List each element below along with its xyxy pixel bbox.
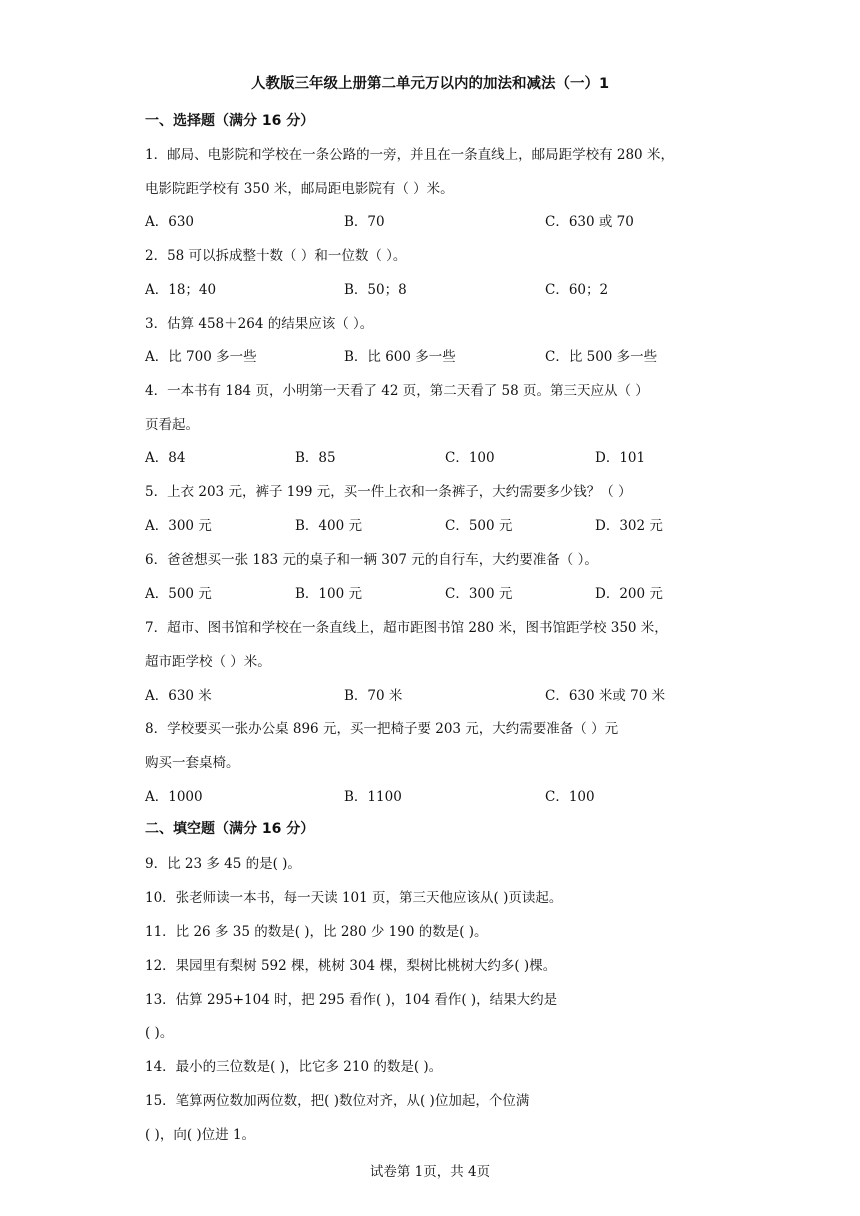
question-1-line-2: 电影院距学校有 350 米，邮局距电影院有（ ）米。 bbox=[145, 181, 454, 197]
question-5-option-a: A．300 元 bbox=[145, 518, 212, 534]
question-3-option-b: B．比 600 多一些 bbox=[344, 349, 456, 365]
question-6-option-d: D．200 元 bbox=[595, 586, 663, 602]
question-2-option-b: B．50；8 bbox=[344, 282, 407, 298]
question-5-line-1: 5．上衣 203 元，裤子 199 元，买一件上衣和一条裤子，大约需要多少钱？（ ） bbox=[145, 484, 632, 500]
question-5-option-b: B．400 元 bbox=[295, 518, 362, 534]
question-1-option-b: B．70 bbox=[344, 214, 385, 230]
question-15-line-2: ( )，向( )位进 1。 bbox=[145, 1127, 256, 1143]
question-6-option-b: B．100 元 bbox=[295, 586, 362, 602]
question-1-option-c: C．630 或 70 bbox=[545, 214, 634, 230]
question-12: 12．果园里有梨树 592 棵，桃树 304 棵，梨树比桃树大约多( )棵。 bbox=[145, 958, 557, 974]
question-11: 11．比 26 多 35 的数是( )，比 280 少 190 的数是( )。 bbox=[145, 924, 488, 940]
question-5-option-c: C．500 元 bbox=[445, 518, 513, 534]
question-3-option-c: C．比 500 多一些 bbox=[545, 349, 658, 365]
question-10: 10．张老师读一本书，每一天读 101 页，第三天他应该从( )页读起。 bbox=[145, 890, 563, 906]
question-2-option-c: C．60；2 bbox=[545, 282, 609, 298]
question-7-line-1: 7．超市、图书馆和学校在一条直线上，超市距图书馆 280 米，图书馆距学校 350 米， bbox=[145, 620, 668, 636]
question-1-line-1: 1．邮局、电影院和学校在一条公路的一旁，并且在一条直线上，邮局距学校有 280 米， bbox=[145, 147, 674, 163]
question-4-option-d: D．101 bbox=[595, 450, 646, 466]
question-5-option-d: D．302 元 bbox=[595, 518, 663, 534]
question-13-line-1: 13．估算 295+104 时，把 295 看作( )，104 看作( )，结果大约是 bbox=[145, 992, 558, 1008]
question-8-option-a: A．1000 bbox=[145, 789, 203, 805]
question-4-line-2: 页看起。 bbox=[145, 417, 199, 433]
question-15-line-1: 15．笔算两位数加两位数，把( )数位对齐，从( )位加起，个位满 bbox=[145, 1093, 530, 1109]
question-4-option-b: B．85 bbox=[295, 450, 336, 466]
question-7-option-c: C．630 米或 70 米 bbox=[545, 688, 666, 704]
question-13-line-2: ( )。 bbox=[145, 1025, 174, 1041]
question-6-option-c: C．300 元 bbox=[445, 586, 513, 602]
question-9: 9．比 23 多 45 的是( )。 bbox=[145, 856, 301, 872]
section-heading-choice: 一、选择题（满分 16 分） bbox=[145, 113, 315, 129]
question-3-option-a: A．比 700 多一些 bbox=[145, 349, 257, 365]
section-heading-fill: 二、填空题（满分 16 分） bbox=[145, 821, 315, 837]
question-6-line-1: 6．爸爸想买一张 183 元的桌子和一辆 307 元的自行车，大约要准备（ ）。 bbox=[145, 552, 598, 568]
question-7-option-b: B．70 米 bbox=[344, 688, 403, 704]
question-3-line-1: 3．估算 458＋264 的结果应该（ ）。 bbox=[145, 316, 374, 332]
question-8-option-c: C．100 bbox=[545, 789, 595, 805]
page-title: 人教版三年级上册第二单元万以内的加法和减法（一）1 bbox=[250, 76, 610, 92]
question-8-option-b: B．1100 bbox=[344, 789, 402, 805]
page-footer: 试卷第 1页，共 4页 bbox=[369, 1164, 491, 1180]
question-4-option-a: A．84 bbox=[145, 450, 186, 466]
question-2-option-a: A．18；40 bbox=[145, 282, 217, 298]
question-1-option-a: A．630 bbox=[145, 214, 195, 230]
question-2-line-1: 2．58 可以拆成整十数（ ）和一位数（ ）。 bbox=[145, 248, 407, 264]
question-4-line-1: 4．一本书有 184 页，小明第一天看了 42 页，第二天看了 58 页。第三天应从（ ） bbox=[145, 383, 649, 399]
question-8-line-2: 购买一套桌椅。 bbox=[145, 755, 240, 771]
question-14: 14．最小的三位数是( )，比它多 210 的数是( )。 bbox=[145, 1059, 443, 1075]
question-8-line-1: 8．学校要买一张办公桌 896 元，买一把椅子要 203 元，大约需要准备（ ）元 bbox=[145, 721, 619, 737]
question-7-option-a: A．630 米 bbox=[145, 688, 212, 704]
question-6-option-a: A．500 元 bbox=[145, 586, 212, 602]
question-4-option-c: C．100 bbox=[445, 450, 495, 466]
question-7-line-2: 超市距学校（ ）米。 bbox=[145, 654, 271, 670]
